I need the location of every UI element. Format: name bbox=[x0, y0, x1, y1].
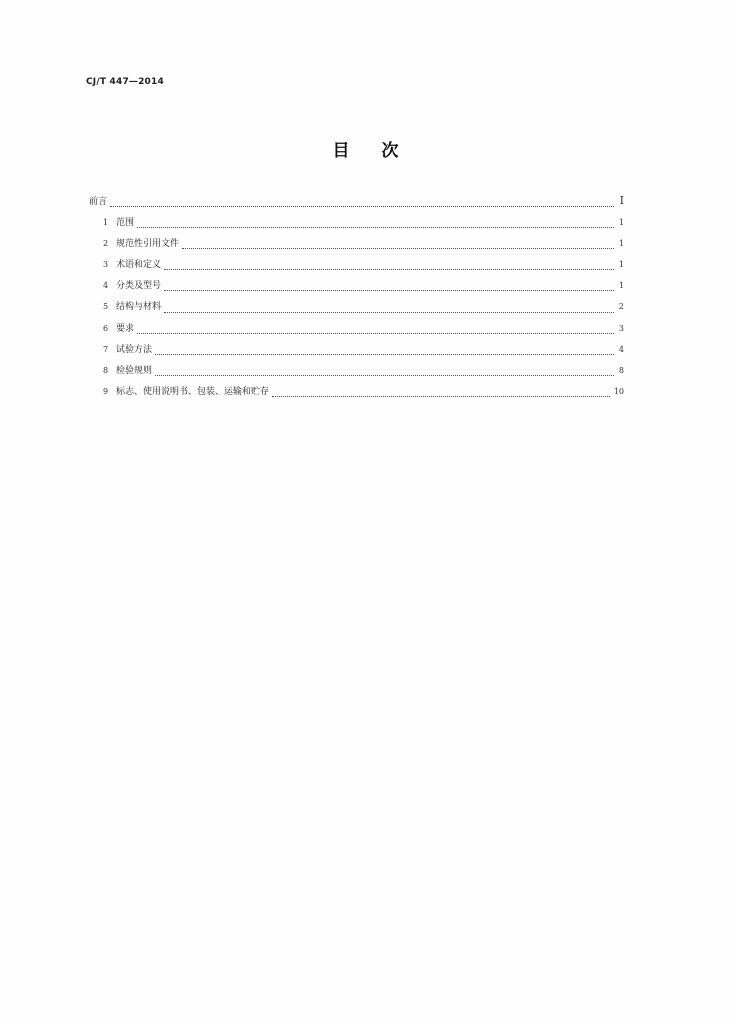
toc-entry-number: 8 bbox=[103, 365, 109, 375]
toc-entry[interactable] bbox=[103, 384, 624, 405]
toc-entry-page: 3 bbox=[618, 323, 624, 333]
toc-entry-label: 前言 bbox=[89, 197, 108, 207]
toc-leader-dots bbox=[110, 206, 614, 207]
toc-entry-page: Ⅰ bbox=[619, 194, 624, 207]
document-code: CJ/T 447—2014 bbox=[86, 77, 164, 87]
toc-entry-label: 分类及型号 bbox=[116, 281, 162, 292]
toc-entry-label: 范围 bbox=[116, 218, 135, 229]
toc-entry[interactable] bbox=[103, 299, 624, 320]
toc-entry[interactable] bbox=[103, 215, 624, 236]
toc-entry-label: 术语和定义 bbox=[116, 260, 162, 271]
toc-entry-number: 1 bbox=[103, 218, 109, 228]
toc-entry-number: 2 bbox=[103, 239, 109, 249]
toc-entry-label: 检验规则 bbox=[116, 365, 153, 376]
toc-leader-dots bbox=[137, 227, 614, 228]
toc-entry-label: 要求 bbox=[116, 323, 135, 334]
toc-entry-label: 结构与材料 bbox=[116, 302, 162, 313]
toc-leader-dots bbox=[182, 248, 614, 249]
toc-title: 目次 bbox=[332, 141, 431, 161]
toc-entry[interactable] bbox=[103, 363, 624, 384]
toc-entry-number: 7 bbox=[103, 344, 109, 354]
toc-entry-number: 6 bbox=[103, 323, 109, 333]
toc-entry-number: 9 bbox=[103, 386, 109, 396]
toc-entry-preface[interactable] bbox=[89, 194, 624, 215]
toc-entry-number: 4 bbox=[103, 281, 109, 291]
toc-entry-page: 8 bbox=[618, 365, 624, 375]
toc-leader-dots bbox=[164, 290, 614, 291]
toc-entry[interactable] bbox=[103, 342, 624, 363]
toc-leader-dots bbox=[137, 333, 614, 334]
toc-leader-dots bbox=[164, 269, 614, 270]
toc-entry-label: 规范性引用文件 bbox=[116, 239, 180, 250]
toc-entry-label: 标志、使用说明书、包装、运输和贮存 bbox=[116, 386, 270, 397]
toc-leader-dots bbox=[155, 375, 614, 376]
toc-entry-page: 1 bbox=[618, 218, 624, 228]
toc-entry-page: 10 bbox=[613, 386, 624, 396]
toc-entry-number: 3 bbox=[103, 260, 109, 270]
toc-leader-dots bbox=[164, 312, 614, 313]
toc-leader-dots bbox=[272, 396, 610, 397]
table-of-contents bbox=[89, 194, 624, 405]
toc-entry[interactable] bbox=[103, 257, 624, 278]
toc-entry-page: 2 bbox=[618, 302, 624, 312]
toc-entry[interactable] bbox=[103, 278, 624, 299]
toc-entry-page: 4 bbox=[618, 344, 624, 354]
toc-leader-dots bbox=[155, 354, 614, 355]
toc-entry[interactable] bbox=[103, 321, 624, 342]
toc-entry-number: 5 bbox=[103, 302, 109, 312]
toc-entry-page: 1 bbox=[618, 260, 624, 270]
toc-entry-label: 试验方法 bbox=[116, 344, 153, 355]
toc-entry-page: 1 bbox=[618, 239, 624, 249]
toc-entry-page: 1 bbox=[618, 281, 624, 291]
toc-entry[interactable] bbox=[103, 236, 624, 257]
